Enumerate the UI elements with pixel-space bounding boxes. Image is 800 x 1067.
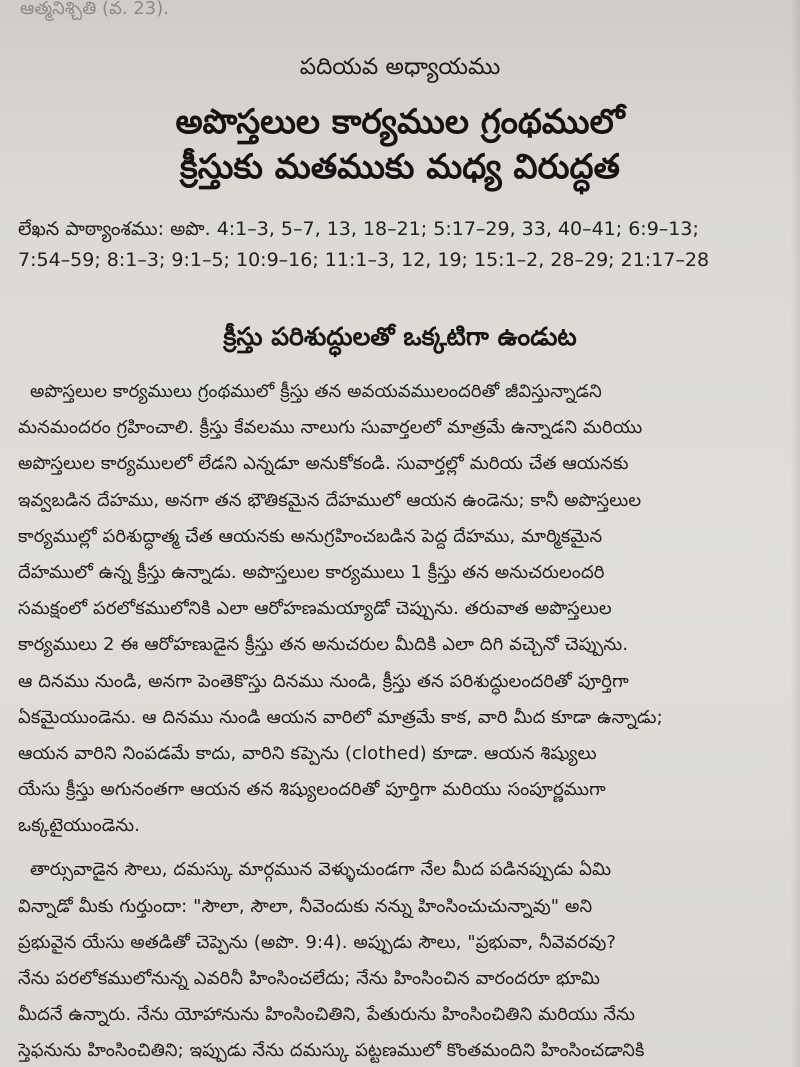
body-line: నేను పరలోకములోనున్న ఎవరినీ హింసించలేదు; నేను హింసించిన వారందరూ భూమి <box>18 968 601 989</box>
body-line: స్తెఫనును హింసించితిని; ఇప్పుడు నేను దమస్కు పట్టణములో కొంతమందిని హింసించడానికి <box>18 1040 645 1062</box>
paragraph <box>18 374 782 844</box>
scripture-reading <box>18 214 788 276</box>
previous-page-fragment: ఆత్మనిశ్చితి (వ. 23). <box>20 0 169 19</box>
body-line: ఏకమైయుండెను. ఆ దినము నుండి ఆయన వారిలో మాత్రమే కాక, వారి మీద కూడా ఉన్నాడు; <box>18 706 663 728</box>
body-line: అపొస్తలుల కార్యములు గ్రంథములో క్రీస్తు తన అవయవములందరితో జీవిస్తున్నాడని <box>30 381 602 402</box>
paragraph-gap <box>18 844 782 852</box>
chapter-label: పదియవ అధ్యాయము <box>299 54 501 80</box>
body-line: తార్సువాడైన సౌలు, దమస్కు మార్గమున వెళ్ళుచుండగా నేల మీద పడినప్పుడు ఏమి <box>30 859 612 881</box>
chapter-title-line: క్రీస్తుకు మతముకు మధ్య విరుద్ధత <box>180 147 620 187</box>
body-line: ఒక్కటైయుండెను. <box>18 815 141 837</box>
chapter-title-line: అపొస్తలుల కార్యముల గ్రంథములో <box>175 102 625 142</box>
body-line: కార్యములు 2 ఈ ఆరోహణుడైన క్రీస్తు తన అనుచరుల మీదికి ఎలా దిగి వచ్చెనో చెప్పును. <box>18 634 629 656</box>
body-line: అపొస్తలుల కార్యములలో లేడని ఎన్నడూ అనుకోకండి. సువార్తల్లో మరియ చేత ఆయనకు <box>18 453 629 475</box>
scripture-line: 7:54–59; 8:1–3; 9:1–5; 10:9–16; 11:1–3, 12, 19; 15:1–2, 28–29; 21:17–28 <box>18 249 710 271</box>
paragraph <box>18 852 782 1067</box>
body-line: విన్నాడో మీకు గుర్తుందా: "సౌలా, సౌలా, నీవెందుకు నన్ను హింసించుచున్నావు" అని <box>18 895 593 917</box>
body-line: మీదనే ఉన్నారు. నేను యోహానును హింసించితిని, పేతురును హింసించితిని మరియు నేను <box>18 1004 636 1026</box>
section-heading: క్రీస్తు పరిశుద్ధులతో ఒక్కటిగా ఉండుట <box>223 322 577 351</box>
body-line: ఆయన వారిని నింపడమే కాదు, వారిని కప్పెను (clothed) కూడా. ఆయన శిష్యులు <box>18 742 597 764</box>
page-edge-shadow <box>790 0 800 1067</box>
body-line: దేహములో ఉన్న క్రీస్తు ఉన్నాడు. అపొస్తలుల కార్యములు 1 క్రీస్తు తన అనుచరులందరి <box>18 561 605 583</box>
body-line: కార్యముల్లో పరిశుద్ధాత్మ చేత ఆయనకు అనుగ్రహించబడిన పెద్ద దేహము, మార్మికమైన <box>18 525 603 547</box>
scripture-line: లేఖన పాఠ్యాంశము: అపొ. 4:1–3, 5–7, 13, 18–21; 5:17–29, 33, 40–41; 6:9–13; <box>18 218 699 240</box>
chapter-title <box>0 100 800 190</box>
body-line: మనమందరం గ్రహించాలి. క్రీస్తు కేవలము నాలుగు సువార్తలలో మాత్రమే ఉన్నాడని మరియు <box>18 417 643 439</box>
body-line: యేసు క్రీస్తు అగునంతగా ఆయన తన శిష్యులందరితో పూర్తిగా మరియు సంపూర్ణముగా <box>18 779 606 801</box>
body-line: ఇవ్వబడిన దేహము, అనగా తన భౌతికమైన దేహములో ఆయన ఉండెను; కానీ అపొస్తలుల <box>18 489 642 511</box>
body-text <box>18 374 782 1067</box>
body-line: ప్రభువైన యేసు అతడితో చెప్పెను (అపొ. 9:4). అప్పుడు సౌలు, "ప్రభువా, నీవెవరవు? <box>18 931 617 953</box>
body-line: ఆ దినము నుండి, అనగా పెంతెకొస్తు దినము నుండి, క్రీస్తు తన పరిశుద్ధులందరితో పూర్తిగా <box>18 670 629 692</box>
body-line: సమక్షంలో పరలోకములోనికి ఎలా ఆరోహణమయ్యాడో చెప్పును. తరువాత అపొస్తలుల <box>18 598 612 620</box>
